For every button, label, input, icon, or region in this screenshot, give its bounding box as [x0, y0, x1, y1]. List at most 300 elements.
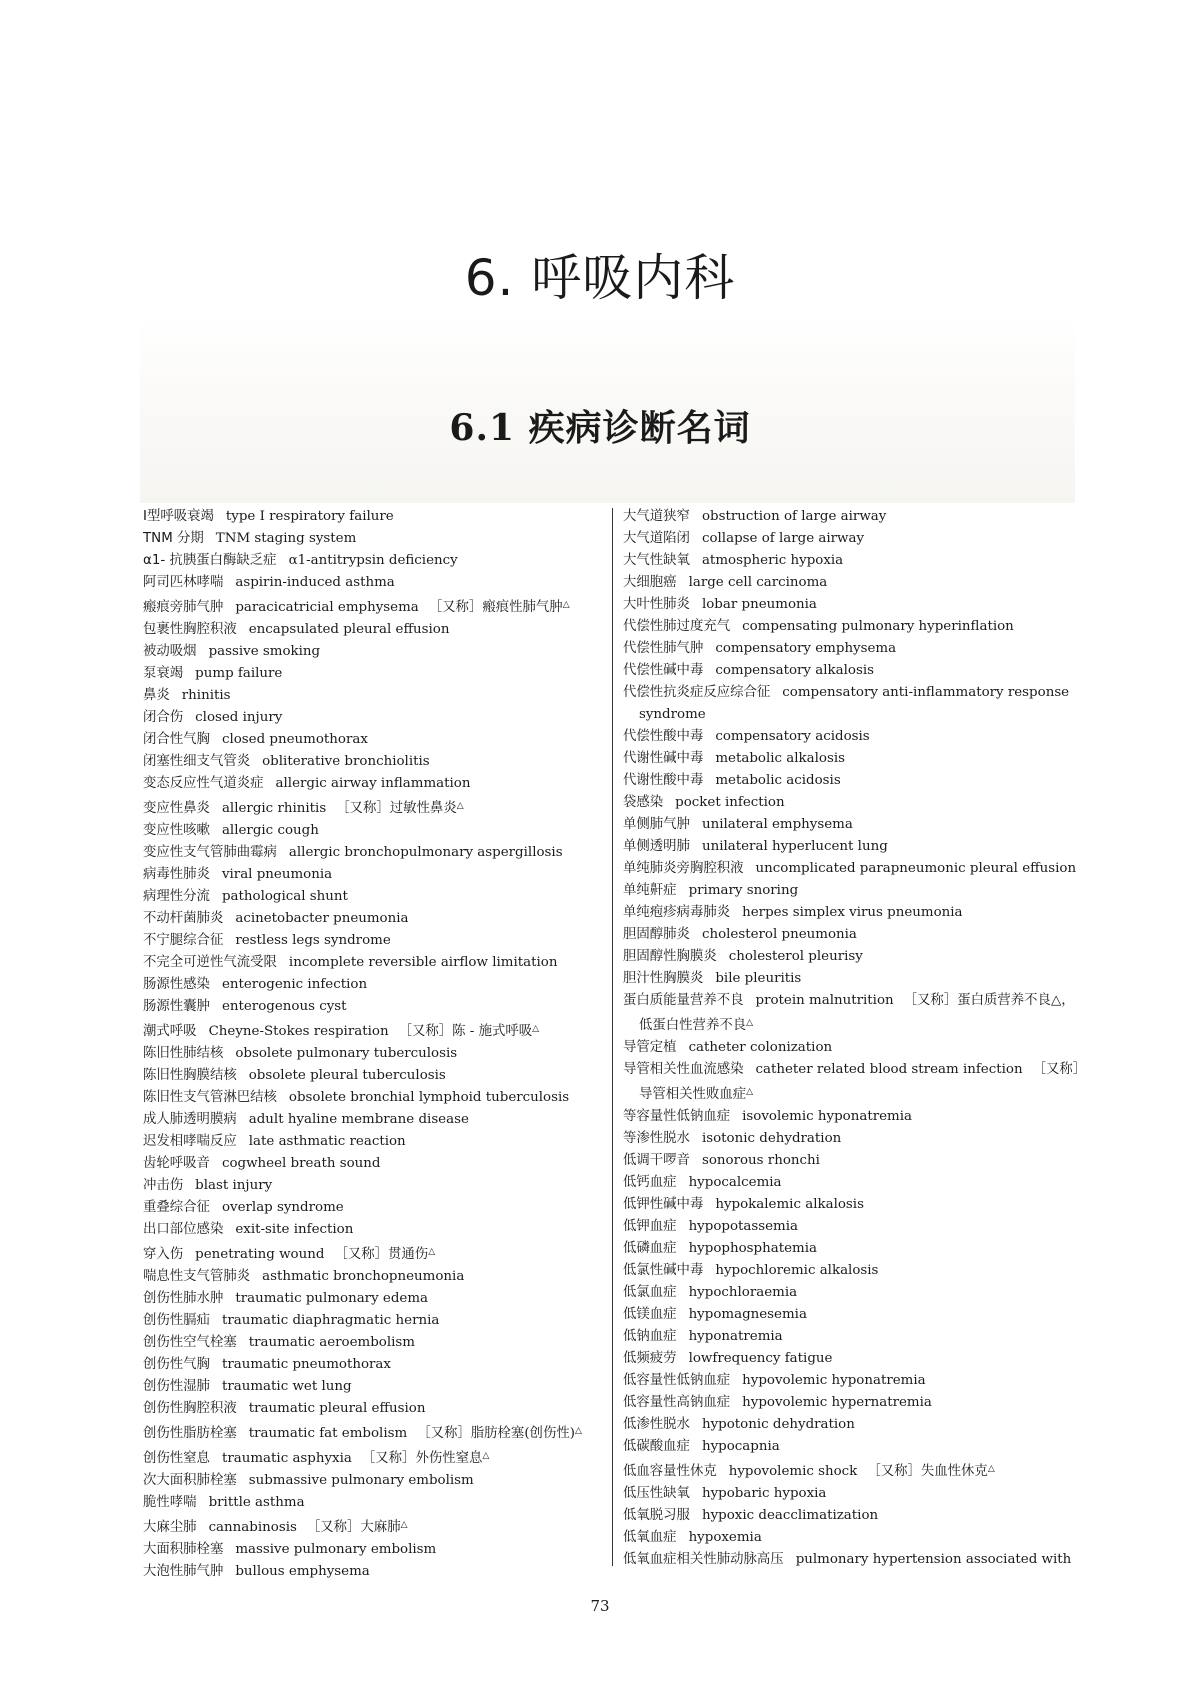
- term-entry: [143, 1492, 608, 1514]
- term-english: obsolete pleural tuberculosis: [248, 1068, 446, 1083]
- term-english: blast injury: [195, 1178, 273, 1193]
- term-chinese: 代偿性抗炎症反应综合征: [623, 685, 771, 700]
- term-entry: [623, 1392, 1083, 1414]
- term-chinese: 大泡性肺气肿: [143, 1564, 224, 1579]
- term-chinese: 单纯疱疹病毒肺炎: [623, 905, 731, 920]
- term-chinese: 低磷血症: [623, 1241, 677, 1256]
- term-english: sonorous rhonchi: [701, 1153, 820, 1168]
- term-entry: [143, 685, 608, 707]
- term-english: pocket infection: [675, 795, 785, 810]
- term-english: hypocalcemia: [688, 1175, 782, 1190]
- term-entry: [623, 1172, 1083, 1194]
- term-chinese: 泵衰竭: [143, 666, 184, 681]
- term-entry: [143, 1131, 608, 1153]
- term-chinese: 脆性哮喘: [143, 1495, 197, 1510]
- term-entry: [143, 528, 608, 550]
- term-english: hypobaric hypoxia: [701, 1486, 827, 1501]
- triangle-mark-icon: △: [746, 1018, 754, 1028]
- term-entry: [623, 1483, 1083, 1505]
- term-english: aspirin-induced asthma: [235, 575, 395, 590]
- term-english: cogwheel breath sound: [221, 1156, 381, 1171]
- term-english: hypochloremic alkalosis: [715, 1263, 879, 1278]
- term-entry: [623, 1260, 1083, 1282]
- term-entry: [143, 572, 608, 594]
- term-entry: [143, 1018, 608, 1043]
- term-entry: [143, 1354, 608, 1376]
- term-entry: [623, 770, 1083, 792]
- term-entry: [623, 924, 1083, 946]
- term-chinese: 导管定植: [623, 1040, 677, 1055]
- term-english: Cheyne-Stokes respiration: [208, 1024, 389, 1039]
- term-english: hypopotassemia: [688, 1219, 799, 1234]
- page-number: 73: [590, 1597, 610, 1615]
- term-entry: [143, 952, 608, 974]
- term-chinese: 大叶性肺炎: [623, 597, 690, 612]
- term-entry: [623, 946, 1083, 968]
- term-english: obsolete pulmonary tuberculosis: [235, 1046, 458, 1061]
- term-english: primary snoring: [688, 883, 799, 898]
- term-english: type Ⅰ respiratory failure: [225, 509, 394, 524]
- term-english: uncomplicated parapneumonic pleural effusion: [755, 861, 1077, 876]
- term-chinese: 代偿性酸中毒: [623, 729, 704, 744]
- triangle-mark-icon: △: [428, 1247, 436, 1257]
- term-entry: [623, 506, 1083, 528]
- term-english: incomplete reversible airflow limitation: [288, 955, 558, 970]
- term-chinese: 出口部位感染: [143, 1222, 224, 1237]
- term-entry: [143, 1420, 608, 1445]
- term-chinese: 创伤性窒息: [143, 1451, 210, 1466]
- term-english: pulmonary hypertension associated with: [795, 1552, 1072, 1567]
- term-english: rhinitis: [181, 688, 231, 703]
- term-english: restless legs syndrome: [235, 933, 391, 948]
- term-english: hypovolemic hypernatremia: [742, 1395, 932, 1410]
- term-entry: [143, 908, 608, 930]
- term-entry: [143, 1175, 608, 1197]
- term-english: closed pneumothorax: [221, 732, 368, 747]
- term-entry: [623, 1436, 1083, 1458]
- term-chinese: 创伤性脂肪栓塞: [143, 1426, 237, 1441]
- term-entry: [623, 1216, 1083, 1238]
- term-chinese: 低钾血症: [623, 1219, 677, 1234]
- term-chinese: 次大面积肺栓塞: [143, 1473, 237, 1488]
- term-entry: [623, 968, 1083, 990]
- term-chinese: 喘息性支气管肺炎: [143, 1269, 251, 1284]
- term-entry: [623, 858, 1083, 880]
- term-entry: [623, 1370, 1083, 1392]
- term-english: metabolic alkalosis: [715, 751, 846, 766]
- term-chinese: 低钙血症: [623, 1175, 677, 1190]
- term-entry: [143, 550, 608, 572]
- term-chinese: 代偿性碱中毒: [623, 663, 704, 678]
- term-synonym: ［又称］大麻肺: [306, 1520, 401, 1535]
- term-english: lowfrequency fatigue: [688, 1351, 833, 1366]
- term-chinese: 鼻炎: [143, 688, 170, 703]
- term-english: unilateral emphysema: [701, 817, 853, 832]
- term-english: hypophosphatemia: [688, 1241, 817, 1256]
- term-entry: [143, 842, 608, 864]
- term-chinese: 不动杆菌肺炎: [143, 911, 224, 926]
- term-chinese: 等容量性低钠血症: [623, 1109, 731, 1124]
- term-entry: [623, 902, 1083, 924]
- term-chinese: 闭塞性细支气管炎: [143, 754, 251, 769]
- term-chinese: 大细胞癌: [623, 575, 677, 590]
- term-chinese: 低钠血症: [623, 1329, 677, 1344]
- term-chinese: 创伤性胸腔积液: [143, 1401, 237, 1416]
- term-synonym: ［又称］失血性休克: [867, 1464, 988, 1479]
- term-entry: [143, 886, 608, 908]
- triangle-mark-icon: △: [562, 600, 570, 610]
- term-entry: [623, 682, 1083, 726]
- term-entry: [143, 641, 608, 663]
- term-chinese: 胆汁性胸膜炎: [623, 971, 704, 986]
- term-chinese: 不完全可逆性气流受限: [143, 955, 277, 970]
- term-entry: [143, 1539, 608, 1561]
- term-chinese: TNM 分期: [143, 531, 204, 546]
- term-entry: [143, 1332, 608, 1354]
- term-chinese: 冲击伤: [143, 1178, 184, 1193]
- term-english: traumatic asphyxia: [221, 1451, 352, 1466]
- term-entry: [143, 1445, 608, 1470]
- term-chinese: 大气道狭窄: [623, 509, 690, 524]
- term-entry: [623, 1458, 1083, 1483]
- term-english: compensatory alkalosis: [715, 663, 874, 678]
- term-chinese: 变应性鼻炎: [143, 801, 210, 816]
- term-entry: [143, 1043, 608, 1065]
- term-chinese: 低频疲劳: [623, 1351, 677, 1366]
- term-chinese: 单纯肺炎旁胸腔积液: [623, 861, 744, 876]
- term-entry: [143, 729, 608, 751]
- term-entry: [623, 1282, 1083, 1304]
- term-english: allergic airway inflammation: [275, 776, 471, 791]
- term-synonym: ［又称］贯通伤: [334, 1247, 429, 1262]
- term-entry: [623, 528, 1083, 550]
- term-chinese: 低压性缺氧: [623, 1486, 690, 1501]
- term-english: cholesterol pneumonia: [701, 927, 857, 942]
- term-english: asthmatic bronchopneumonia: [262, 1269, 465, 1284]
- term-chinese: 代偿性肺气肿: [623, 641, 704, 656]
- chapter-title: 6. 呼吸内科: [464, 249, 736, 307]
- term-entry: [143, 930, 608, 952]
- term-entry: [143, 594, 608, 619]
- term-english: allergic rhinitis: [221, 801, 327, 816]
- term-chinese: 单侧透明肺: [623, 839, 690, 854]
- term-english: hypoxic deacclimatization: [701, 1508, 879, 1523]
- term-entry: [143, 1065, 608, 1087]
- term-english: hypoxemia: [688, 1530, 762, 1545]
- term-entry: [143, 663, 608, 685]
- term-english: allergic cough: [221, 823, 319, 838]
- term-chinese: 创伤性膈疝: [143, 1313, 210, 1328]
- term-english: hypochloraemia: [688, 1285, 798, 1300]
- term-english: viral pneumonia: [221, 867, 333, 882]
- term-english: enterogenous cyst: [221, 999, 347, 1014]
- term-chinese: 低氧血症: [623, 1530, 677, 1545]
- term-chinese: 迟发相哮喘反应: [143, 1134, 237, 1149]
- term-english: metabolic acidosis: [715, 773, 841, 788]
- term-english: cannabinosis: [208, 1520, 297, 1535]
- term-english: traumatic fat embolism: [248, 1426, 408, 1441]
- term-english: hypovolemic hyponatremia: [742, 1373, 926, 1388]
- term-chinese: 瘢痕旁肺气肿: [143, 600, 224, 615]
- triangle-mark-icon: △: [456, 801, 464, 811]
- term-english: bullous emphysema: [235, 1564, 370, 1579]
- term-english: encapsulated pleural effusion: [248, 622, 450, 637]
- term-english: hypomagnesemia: [688, 1307, 807, 1322]
- term-chinese: 闭合性气胸: [143, 732, 210, 747]
- term-synonym: ［又称］导管相关性败血症: [639, 1062, 1080, 1102]
- term-chinese: 被动吸烟: [143, 644, 197, 659]
- term-chinese: 创伤性空气栓塞: [143, 1335, 237, 1350]
- term-chinese: 潮式呼吸: [143, 1024, 197, 1039]
- term-chinese: 变应性支气管肺曲霉病: [143, 845, 277, 860]
- term-english: compensatory emphysema: [715, 641, 897, 656]
- term-chinese: 阿司匹林哮喘: [143, 575, 224, 590]
- term-chinese: 低氯性碱中毒: [623, 1263, 704, 1278]
- term-chinese: 大气道陷闭: [623, 531, 690, 546]
- term-chinese: 重叠综合征: [143, 1200, 210, 1215]
- term-english: bile pleuritis: [715, 971, 802, 986]
- term-english: obstruction of large airway: [701, 509, 887, 524]
- term-entry: [143, 1398, 608, 1420]
- term-english: cholesterol pleurisy: [728, 949, 863, 964]
- term-english: overlap syndrome: [221, 1200, 344, 1215]
- term-english: penetrating wound: [195, 1247, 325, 1262]
- term-english: obsolete bronchial lymphoid tuberculosis: [288, 1090, 570, 1105]
- term-english: hypokalemic alkalosis: [715, 1197, 864, 1212]
- term-english: traumatic pulmonary edema: [235, 1291, 429, 1306]
- term-entry: [623, 660, 1083, 682]
- term-entry: [143, 795, 608, 820]
- term-chinese: 陈旧性支气管淋巴结核: [143, 1090, 277, 1105]
- term-entry: [623, 572, 1083, 594]
- term-english: traumatic diaphragmatic hernia: [221, 1313, 440, 1328]
- term-entry: [623, 550, 1083, 572]
- term-english: catheter colonization: [688, 1040, 833, 1055]
- term-english: collapse of large airway: [701, 531, 865, 546]
- term-english: pathological shunt: [221, 889, 348, 904]
- term-entry: [143, 506, 608, 528]
- term-english: compensatory anti-inflammatory response syndrome: [639, 685, 1070, 722]
- term-entry: [143, 1241, 608, 1266]
- term-entry: [623, 1059, 1083, 1106]
- term-synonym: ［又称］脂肪栓塞(创伤性): [417, 1426, 575, 1441]
- term-english: atmospheric hypoxia: [701, 553, 844, 568]
- term-chinese: α1- 抗胰蛋白酶缺乏症: [143, 553, 277, 568]
- term-chinese: 单侧肺气肿: [623, 817, 690, 832]
- term-chinese: 肠源性囊肿: [143, 999, 210, 1014]
- term-chinese: 陈旧性肺结核: [143, 1046, 224, 1061]
- term-chinese: 导管相关性血流感染: [623, 1062, 744, 1077]
- term-chinese: 袋感染: [623, 795, 664, 810]
- term-entry: [143, 1470, 608, 1492]
- term-chinese: 低调干啰音: [623, 1153, 690, 1168]
- term-entry: [623, 1348, 1083, 1370]
- triangle-mark-icon: △: [987, 1464, 995, 1474]
- term-chinese: 病理性分流: [143, 889, 210, 904]
- term-entry: [623, 792, 1083, 814]
- term-english: closed injury: [195, 710, 283, 725]
- term-entry: [623, 1549, 1083, 1571]
- term-english: paracicatricial emphysema: [235, 600, 419, 615]
- term-english: pump failure: [195, 666, 283, 681]
- term-entry: [623, 880, 1083, 902]
- term-english: late asthmatic reaction: [248, 1134, 406, 1149]
- term-chinese: 低容量性高钠血症: [623, 1395, 731, 1410]
- term-entry: [623, 748, 1083, 770]
- term-english: isovolemic hyponatremia: [742, 1109, 913, 1124]
- term-entry: [623, 726, 1083, 748]
- term-entry: [623, 1304, 1083, 1326]
- term-chinese: 闭合伤: [143, 710, 184, 725]
- term-english: isotonic dehydration: [701, 1131, 842, 1146]
- term-chinese: 低渗性脱水: [623, 1417, 690, 1432]
- term-english: protein malnutrition: [755, 993, 894, 1008]
- term-chinese: 大面积肺栓塞: [143, 1542, 224, 1557]
- term-synonym: ［又称］外伤性窒息: [361, 1451, 483, 1466]
- term-entry: [623, 990, 1083, 1037]
- term-entry: [623, 1128, 1083, 1150]
- term-entry: [143, 1109, 608, 1131]
- term-english: α1-antitrypsin deficiency: [288, 553, 458, 568]
- term-chinese: 胆固醇肺炎: [623, 927, 690, 942]
- term-english: traumatic wet lung: [221, 1379, 352, 1394]
- term-chinese: 胆固醇性胸膜炎: [623, 949, 717, 964]
- term-entry: [143, 619, 608, 641]
- term-chinese: 创伤性肺水肿: [143, 1291, 224, 1306]
- term-chinese: Ⅰ型呼吸衰竭: [143, 509, 214, 524]
- term-entry: [143, 1561, 608, 1583]
- term-entry: [143, 864, 608, 886]
- term-english: unilateral hyperlucent lung: [701, 839, 888, 854]
- term-english: catheter related blood stream infection: [755, 1062, 1023, 1077]
- term-entry: [623, 1527, 1083, 1549]
- term-entry: [143, 1266, 608, 1288]
- term-chinese: 病毒性肺炎: [143, 867, 210, 882]
- term-entry: [143, 974, 608, 996]
- term-english: brittle asthma: [208, 1495, 305, 1510]
- term-chinese: 变应性咳嗽: [143, 823, 210, 838]
- term-chinese: 包裹性胸腔积液: [143, 622, 237, 637]
- term-entry: [623, 638, 1083, 660]
- term-english: traumatic aeroembolism: [248, 1335, 415, 1350]
- term-english: hypocapnia: [701, 1439, 780, 1454]
- term-entry: [623, 616, 1083, 638]
- term-entry: [623, 594, 1083, 616]
- term-entry: [143, 1376, 608, 1398]
- term-english: massive pulmonary embolism: [235, 1542, 437, 1557]
- term-chinese: 创伤性湿肺: [143, 1379, 210, 1394]
- term-chinese: 低容量性低钠血症: [623, 1373, 731, 1388]
- term-english: hypotonic dehydration: [701, 1417, 855, 1432]
- term-chinese: 成人肺透明膜病: [143, 1112, 237, 1127]
- term-chinese: 等渗性脱水: [623, 1131, 690, 1146]
- term-chinese: 低镁血症: [623, 1307, 677, 1322]
- term-english: allergic bronchopulmonary aspergillosis: [288, 845, 563, 860]
- term-english: compensatory acidosis: [715, 729, 870, 744]
- term-english: hypovolemic shock: [728, 1464, 858, 1479]
- term-entry: [623, 1037, 1083, 1059]
- term-entry: [623, 1326, 1083, 1348]
- term-chinese: 低钾性碱中毒: [623, 1197, 704, 1212]
- term-english: compensating pulmonary hyperinflation: [742, 619, 1014, 634]
- term-entry: [143, 773, 608, 795]
- term-english: traumatic pleural effusion: [248, 1401, 426, 1416]
- term-entry: [143, 1288, 608, 1310]
- term-chinese: 穿入伤: [143, 1247, 184, 1262]
- term-english: passive smoking: [208, 644, 321, 659]
- column-divider: [612, 508, 613, 1566]
- term-chinese: 低氧脱习服: [623, 1508, 690, 1523]
- term-synonym: ［又称］陈 - 施式呼吸: [398, 1024, 533, 1039]
- term-synonym: ［又称］过敏性鼻炎: [336, 801, 457, 816]
- term-chinese: 代谢性碱中毒: [623, 751, 704, 766]
- term-entry: [143, 1197, 608, 1219]
- term-english: lobar pneumonia: [701, 597, 817, 612]
- term-chinese: 大麻尘肺: [143, 1520, 197, 1535]
- term-chinese: 低血容量性休克: [623, 1464, 717, 1479]
- term-chinese: 低氧血症相关性肺动脉高压: [623, 1552, 784, 1567]
- term-english: submassive pulmonary embolism: [248, 1473, 474, 1488]
- term-english: adult hyaline membrane disease: [248, 1112, 469, 1127]
- term-entry: [143, 707, 608, 729]
- section-title: 6.1 疾病诊断名词: [449, 407, 751, 449]
- term-entry: [143, 1219, 608, 1241]
- term-chinese: 代谢性酸中毒: [623, 773, 704, 788]
- term-english: enterogenic infection: [221, 977, 368, 992]
- triangle-mark-icon: △: [482, 1451, 490, 1461]
- left-term-column: [143, 506, 608, 1583]
- term-entry: [623, 1238, 1083, 1260]
- triangle-mark-icon: △: [532, 1024, 540, 1034]
- term-chinese: 蛋白质能量营养不良: [623, 993, 744, 1008]
- triangle-mark-icon: △: [574, 1426, 582, 1436]
- term-chinese: 低碳酸血症: [623, 1439, 690, 1454]
- term-chinese: 低氯血症: [623, 1285, 677, 1300]
- term-english: herpes simplex virus pneumonia: [742, 905, 963, 920]
- term-entry: [623, 1505, 1083, 1527]
- term-entry: [143, 1514, 608, 1539]
- triangle-mark-icon: △: [746, 1087, 754, 1097]
- term-english: obliterative bronchiolitis: [262, 754, 430, 769]
- term-english: acinetobacter pneumonia: [235, 911, 409, 926]
- term-chinese: 不宁腿综合征: [143, 933, 224, 948]
- term-english: hyponatremia: [688, 1329, 783, 1344]
- term-english: traumatic pneumothorax: [221, 1357, 391, 1372]
- term-chinese: 大气性缺氧: [623, 553, 690, 568]
- term-chinese: 单纯鼾症: [623, 883, 677, 898]
- term-synonym: ［又称］蛋白质营养不良△，低蛋白性营养不良: [639, 993, 1075, 1033]
- term-entry: [143, 1087, 608, 1109]
- triangle-mark-icon: △: [400, 1520, 408, 1530]
- term-entry: [143, 751, 608, 773]
- term-entry: [623, 836, 1083, 858]
- term-chinese: 代偿性肺过度充气: [623, 619, 731, 634]
- term-entry: [143, 1310, 608, 1332]
- term-entry: [623, 1414, 1083, 1436]
- term-entry: [623, 814, 1083, 836]
- term-chinese: 陈旧性胸膜结核: [143, 1068, 237, 1083]
- term-synonym: ［又称］瘢痕性肺气肿: [428, 600, 563, 615]
- term-english: TNM staging system: [215, 531, 357, 546]
- term-english: large cell carcinoma: [688, 575, 828, 590]
- term-entry: [623, 1150, 1083, 1172]
- term-english: exit-site infection: [235, 1222, 354, 1237]
- term-chinese: 变态反应性气道炎症: [143, 776, 264, 791]
- term-chinese: 齿轮呼吸音: [143, 1156, 210, 1171]
- term-entry: [143, 820, 608, 842]
- right-term-column: [623, 506, 1083, 1571]
- term-entry: [143, 1153, 608, 1175]
